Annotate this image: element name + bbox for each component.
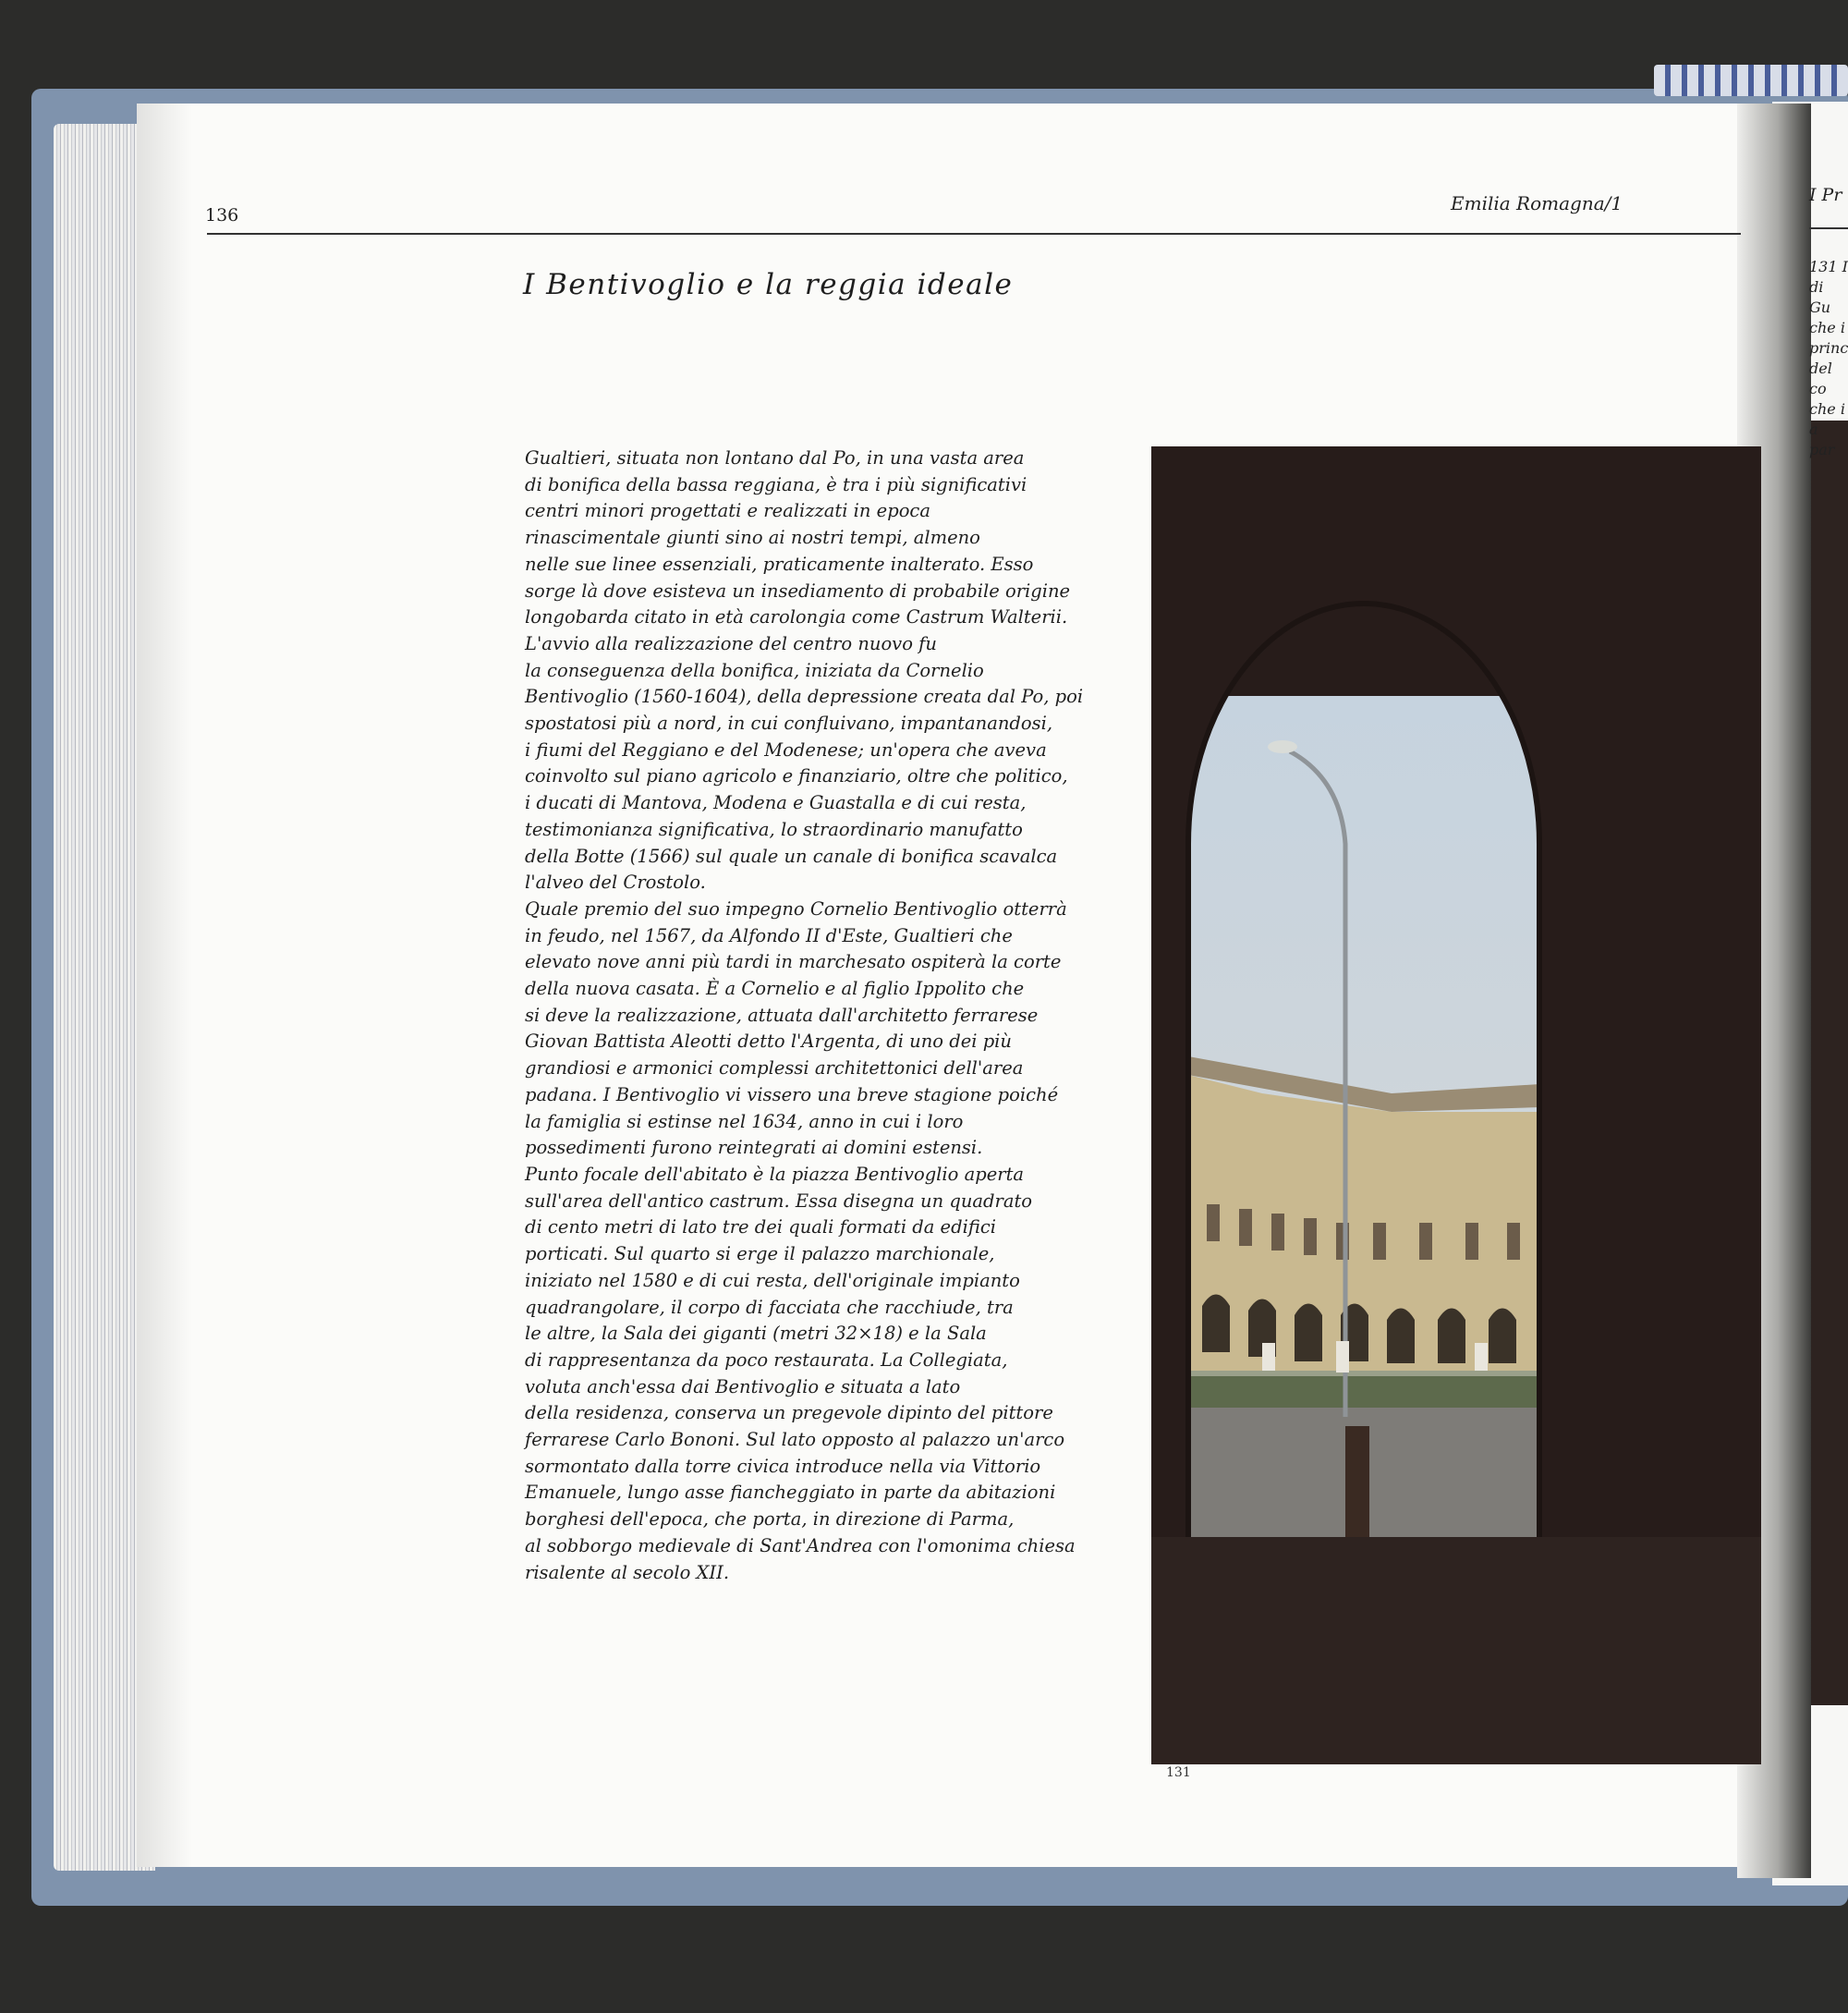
page-shadow — [137, 104, 192, 1867]
next-page-running-head: I Pr — [1809, 185, 1842, 205]
header-rule — [207, 233, 1741, 235]
next-page-rule — [1809, 227, 1848, 229]
section-title: I Bentivoglio e la reggia ideale — [523, 268, 1014, 301]
page-number: 136 — [205, 205, 239, 226]
arch-photograph — [1151, 446, 1761, 1764]
running-head: Emilia Romagna/1 — [1451, 192, 1623, 214]
arch-photo-svg — [1151, 446, 1761, 1764]
next-page-caption: 131 I di Gu che i princ del co che i a par — [1809, 258, 1848, 458]
body-text: Gualtieri, situata non lontano dal Po, in una vasta area di bonifica della bassa reggiana, è tra i più significativi centri minori progettati e realizzati in epoca rinascimentale giunti sino ai nostri tempi, almeno nelle sue linee essenziali, praticamente inalterato. Esso sorge là dove esisteva un insediamento di probabile origine longobarda citato in età carolongia come Castrum Walterii. L'avvio alla realizzazione del centro nuovo fu la conseguenza della bonifica, iniziata da Cornelio Bentivoglio (1560-1604), della depressione creata dal Po, poi spostatosi più a nord, in cui confluivano, impantanandosi, i fiumi del Reggiano e del Modenese; un'opera che aveva coinvolto sul piano agricolo e finanziario, oltre che politico, i ducati di Mantova, Modena e Guastalla e di cui resta, testimonianza significativa, lo straordinario manufatto della Botte (1566) sul quale un canale di bonifica scavalca l'alveo del Crostolo. Quale premio del suo impegno Cornelio Bentivoglio otterrà in feudo, nel 1567, da Alfondo II d'Este, Gualtieri che elevato nove anni più tardi in marchesato ospiterà la corte della nuova casata. È a Cornelio e al figlio Ippolito che si deve la realizzazione, attuata dall'architetto ferrarese Giovan Battista Aleotti detto l'Argenta, di uno dei più grandiosi e armonici complessi architettonici dell'area padana. I Bentivoglio vi vissero una breve stagione poiché la famiglia si estinse nel 1634, anno in cui i loro possedimenti furono reintegrati ai domini estensi. Punto focale dell'abitato è la piazza Bentivoglio aperta sull'area dell'antico castrum. Essa disegna un quadrato di cento metri di lato tre dei quali formati da edifici porticati. Sul quarto si erge il palazzo marchionale, iniziato nel 1580 e di cui resta, dell'originale impianto quadrangolare, il corpo di facciata che racchiude, tra le altre, la Sala dei giganti (metri 32×18) e la Sala di rappresentanza da poco restaurata. La Collegiata, voluta anch'essa dai Bentivoglio e situata a lato della residenza, conserva un pregevole dipinto del pittore ferrarese Carlo Bononi. Sul lato opposto al palazzo un'arco sormontato dalla torre civica introduce nella via Vittorio Emanuele, lungo asse fiancheggiato in parte da abitazioni borghesi dell'epoca, che porta, in direzione di Parma, al sobborgo medievale di Sant'Andrea con l'omonima chiesa risalente al secolo XII. — [525, 447, 1084, 1583]
photo-number: 131 — [1166, 1765, 1191, 1780]
headband — [1654, 65, 1848, 96]
